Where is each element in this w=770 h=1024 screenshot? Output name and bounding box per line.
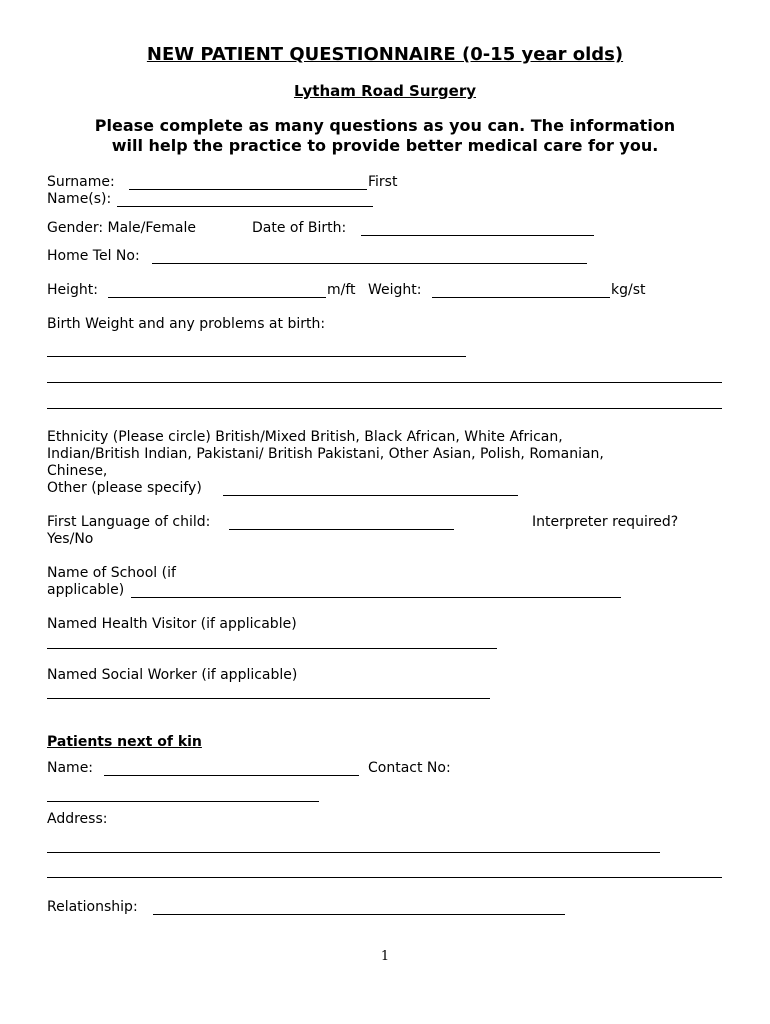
surname-line[interactable]: [129, 189, 367, 190]
height-line[interactable]: [108, 297, 326, 298]
first-language-line[interactable]: [229, 529, 454, 530]
health-visitor-label: Named Health Visitor (if applicable): [47, 616, 297, 632]
birth-weight-label: Birth Weight and any problems at birth:: [47, 316, 326, 332]
kin-relationship-label: Relationship:: [47, 899, 138, 915]
ethnicity-line-2: Indian/British Indian, Pakistani/ British Pakistani, Other Asian, Polish, Romanian,: [47, 446, 604, 462]
social-worker-line[interactable]: [47, 698, 490, 699]
page-number: 1: [380, 949, 390, 964]
intro-line-2: will help the practice to provide better medical care for you.: [111, 136, 659, 155]
home-tel-line[interactable]: [152, 263, 587, 264]
next-of-kin-heading: Patients next of kin: [47, 734, 202, 750]
ethnicity-other-label: Other (please specify): [47, 480, 202, 496]
weight-unit: kg/st: [611, 282, 646, 298]
birth-weight-line-1[interactable]: [47, 356, 466, 357]
interpreter-label: Interpreter required?: [532, 514, 679, 530]
kin-contact-line[interactable]: [47, 801, 319, 802]
kin-name-label: Name:: [47, 760, 94, 776]
ethnicity-line-1: Ethnicity (Please circle) British/Mixed British, Black African, White African,: [47, 429, 563, 445]
kin-name-line[interactable]: [104, 775, 359, 776]
school-label-2: applicable): [47, 582, 125, 598]
surgery-name: Lytham Road Surgery: [293, 82, 477, 100]
dob-label: Date of Birth:: [252, 220, 347, 236]
kin-contact-label: Contact No:: [368, 760, 451, 776]
birth-weight-line-2[interactable]: [47, 382, 722, 383]
kin-address-line-1[interactable]: [47, 852, 660, 853]
first-label: First: [368, 174, 398, 190]
ethnicity-line-3: Chinese,: [47, 463, 108, 479]
height-unit: m/ft: [327, 282, 356, 298]
weight-label: Weight:: [368, 282, 422, 298]
weight-line[interactable]: [432, 297, 610, 298]
kin-relationship-line[interactable]: [153, 914, 565, 915]
gender-label: Gender: Male/Female: [47, 220, 197, 236]
dob-line[interactable]: [361, 235, 594, 236]
surname-label: Surname:: [47, 174, 115, 190]
interpreter-yes-no[interactable]: Yes/No: [47, 531, 94, 547]
height-label: Height:: [47, 282, 98, 298]
health-visitor-line[interactable]: [47, 648, 497, 649]
page-title: NEW PATIENT QUESTIONNAIRE (0-15 year olds): [146, 44, 624, 65]
intro-line-1: Please complete as many questions as you can. The information: [94, 116, 676, 135]
names-label: Name(s):: [47, 191, 112, 207]
school-line[interactable]: [131, 597, 621, 598]
ethnicity-other-line[interactable]: [223, 495, 518, 496]
kin-address-label: Address:: [47, 811, 108, 827]
social-worker-label: Named Social Worker (if applicable): [47, 667, 298, 683]
first-name-line[interactable]: [117, 206, 373, 207]
kin-address-line-2[interactable]: [47, 877, 722, 878]
birth-weight-line-3[interactable]: [47, 408, 722, 409]
home-tel-label: Home Tel No:: [47, 248, 140, 264]
first-language-label: First Language of child:: [47, 514, 211, 530]
school-label-1: Name of School (if: [47, 565, 176, 581]
